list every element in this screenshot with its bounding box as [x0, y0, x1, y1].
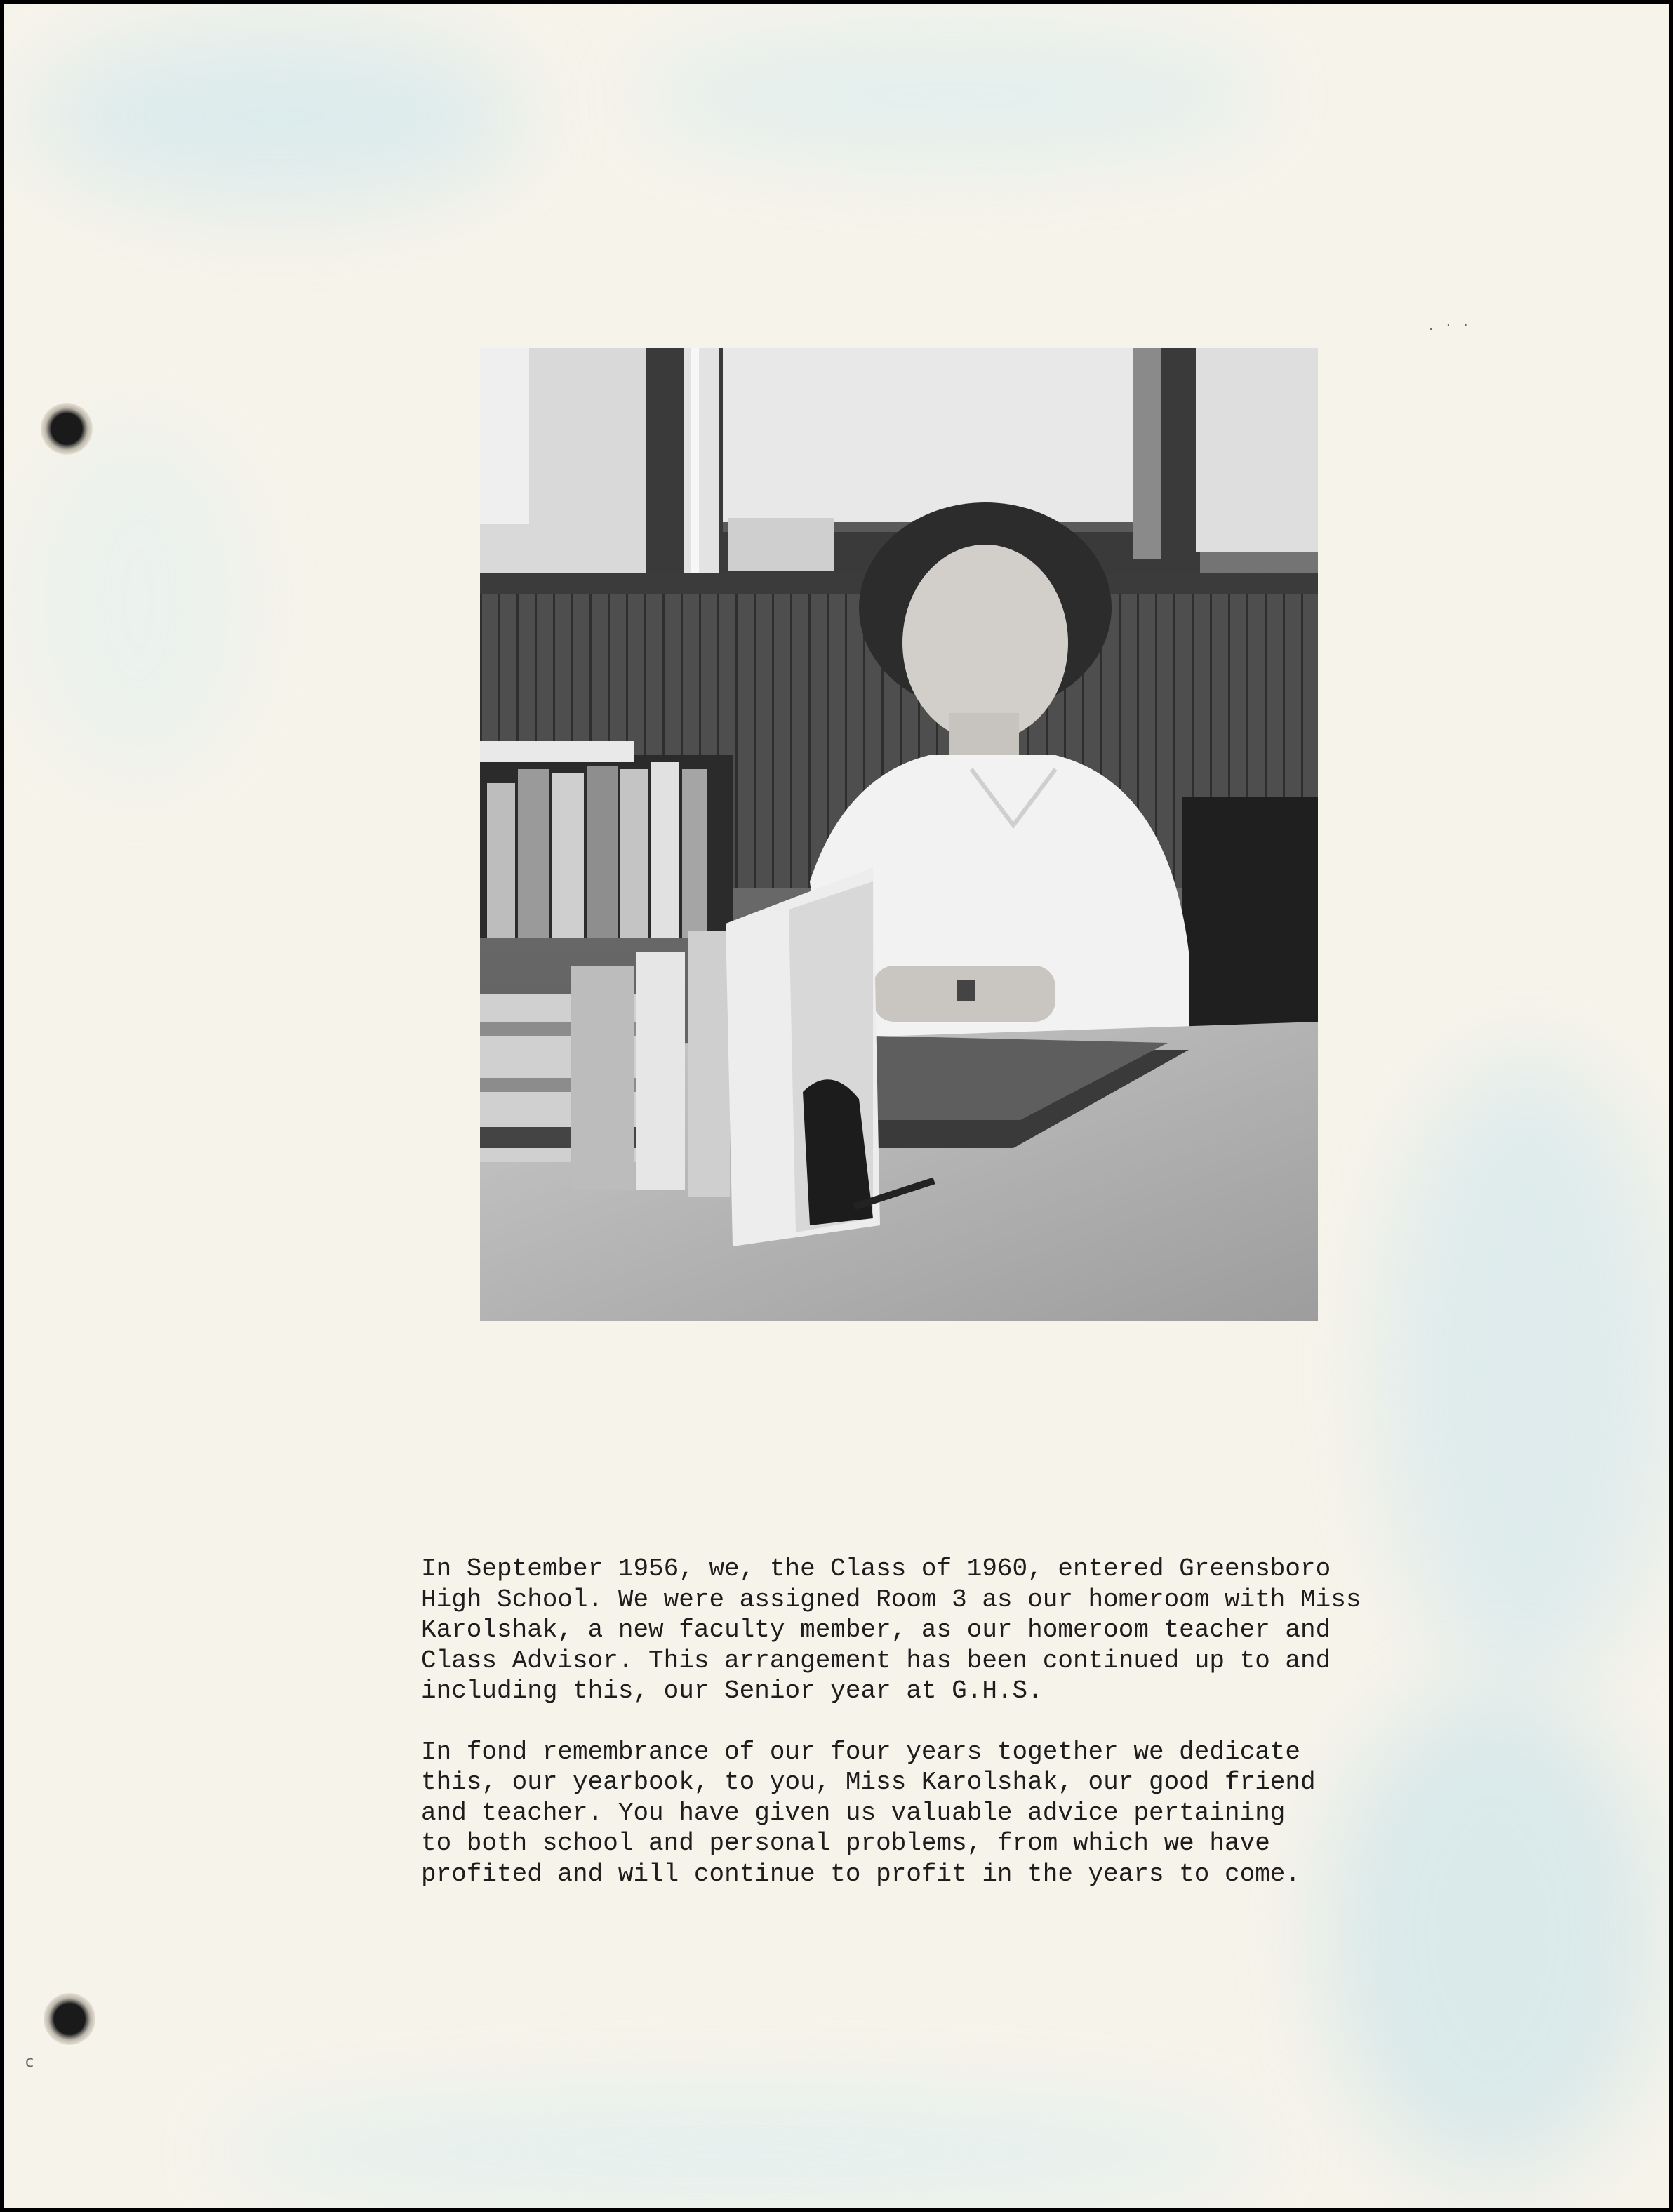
punch-hole-bottom: [44, 1993, 95, 2045]
stain: [32, 25, 524, 208]
margin-mark: c: [25, 2053, 34, 2071]
stain: [1380, 1057, 1669, 1688]
paragraph-2: In fond remembrance of our four years together we dedicate this, our yearbook, to you, Miss Karolshak, our good friend and teacher. You have given us valuable advice pertaining to both school and personal problems, from which we have profited and will continue to profit in the years to come.: [421, 1737, 1316, 1888]
stain: [215, 2096, 1267, 2208]
teacher-photo-graphic: [480, 348, 1318, 1321]
punch-hole-top: [41, 403, 93, 455]
stain: [25, 425, 250, 776]
stain: [636, 32, 1267, 159]
dedication-text: [421, 1554, 1389, 1919]
teacher-photo: [480, 348, 1318, 1321]
yearbook-page: [4, 4, 1669, 2208]
margin-mark: . · ·: [1429, 317, 1472, 333]
paragraph-1: In September 1956, we, the Class of 1960, entered Greensboro High School. We were assigned Room 3 as our homeroom with Miss Karolshak, a new faculty member, as our homeroom teacher and Class Advisor. This arrangement has been continued up to and including this, our Senior year at G.H.S.: [421, 1554, 1361, 1705]
